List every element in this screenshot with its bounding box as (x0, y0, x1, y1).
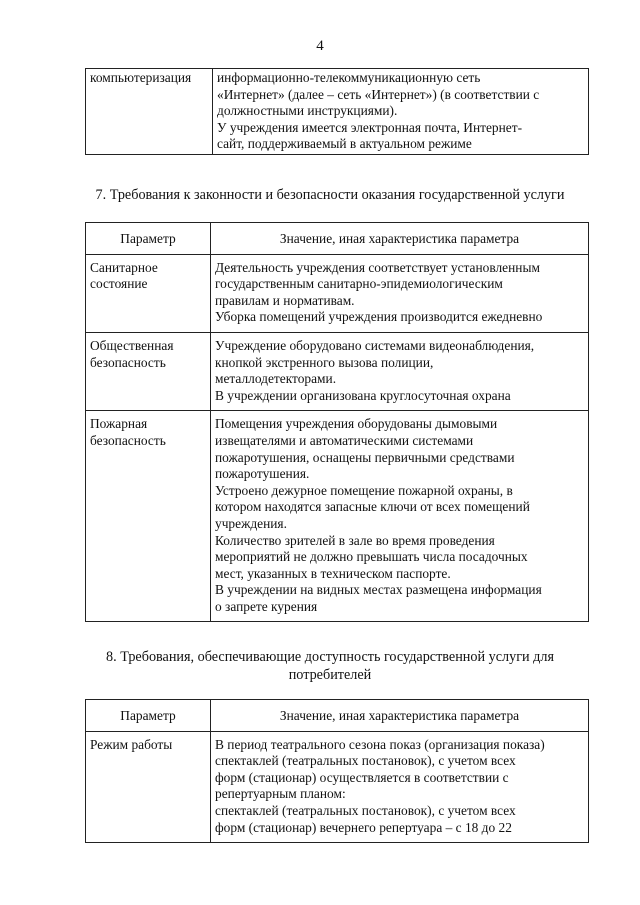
value-line: В учреждении организована круглосуточная охрана (215, 387, 511, 403)
value-line: должностными инструкциями). (217, 103, 398, 119)
value-line: Помещения учреждения оборудованы дымовыми (215, 416, 498, 432)
value-cell (213, 69, 589, 155)
value-line: В учреждении на видных местах размещена информация (215, 582, 542, 598)
section-7-heading: 7. Требования к законности и безопасности оказания государственной услуги (95, 187, 565, 203)
param-cell (86, 731, 211, 843)
param-cell (86, 411, 211, 622)
value-line: спектаклей (театральных постановок), с учетом всех (215, 753, 516, 769)
value-line: Количество зрителей в зале во время проведения (215, 532, 495, 548)
value-line: котором находятся запасные ключи от всех помещений (215, 499, 530, 515)
value-line: Учреждение оборудовано системами видеонаблюдения, (215, 337, 535, 353)
value-line: мероприятий не должно превышать числа посадочных (215, 549, 528, 565)
value-cell (211, 731, 589, 843)
value-line: репертуарным планом: (215, 786, 346, 802)
header-value: Значение, иная характеристика параметра (211, 700, 589, 732)
section-8-heading-line: 8. Требования, обеспечивающие доступность государственной услуги для (106, 649, 554, 665)
value-line: Уборка помещений учреждения производится ежедневно (215, 309, 543, 325)
top-table (85, 68, 589, 155)
table-row (86, 332, 589, 410)
param-cell (86, 332, 211, 410)
value-line: Деятельность учреждения соответствует установленным (215, 259, 540, 275)
param-cell (86, 254, 211, 332)
table-row (86, 254, 589, 332)
table-header-row (86, 700, 589, 732)
value-line: учреждения. (215, 515, 287, 531)
table-row (86, 731, 589, 843)
value-line: о запрете курения (215, 598, 318, 614)
section-8-heading-line: потребителей (288, 667, 372, 683)
param-line: безопасность (90, 354, 166, 370)
value-line: спектаклей (театральных постановок), с учетом всех (215, 802, 516, 818)
section-8-table (85, 699, 589, 843)
param-cell: компьютеризация (86, 69, 213, 155)
value-line: информационно-телекоммуникационную сеть (217, 70, 481, 85)
value-line: В период театрального сезона показ (организация показа) (215, 736, 545, 752)
param-line: Общественная (90, 337, 174, 353)
section-8-heading (70, 648, 590, 684)
header-param: Параметр (86, 700, 211, 732)
header-param: Параметр (86, 223, 211, 255)
value-line: пожаротушения, оснащены первичными средствами (215, 449, 515, 465)
value-cell (211, 411, 589, 622)
value-line: правилам и нормативам. (215, 292, 355, 308)
value-line: Устроено дежурное помещение пожарной охраны, в (215, 482, 513, 498)
value-line: пожаротушения. (215, 466, 310, 482)
param-line: Пожарная (90, 416, 148, 432)
header-value: Значение, иная характеристика параметра (211, 223, 589, 255)
value-line: «Интернет» (далее – сеть «Интернет») (в соответствии с (217, 86, 540, 102)
table-row (86, 69, 589, 155)
value-line: сайт, поддерживаемый в актуальном режиме (217, 136, 472, 152)
value-line: мест, указанных в техническом паспорте. (215, 565, 451, 581)
value-line: государственным санитарно-эпидемиологическим (215, 276, 503, 292)
value-line: металлодетекторами. (215, 371, 337, 387)
param-line: Режим работы (90, 736, 173, 752)
table-row (86, 411, 589, 622)
value-line: кнопкой экстренного вызова полиции, (215, 354, 434, 370)
page-number: 4 (316, 38, 324, 54)
value-cell (211, 332, 589, 410)
param-line: Санитарное (90, 259, 158, 275)
value-line: форм (стационар) осуществляется в соответствии с (215, 769, 509, 785)
param-line: безопасность (90, 432, 166, 448)
value-cell (211, 254, 589, 332)
table-header-row (86, 223, 589, 255)
value-line: У учреждения имеется электронная почта, Интернет- (217, 119, 523, 135)
value-line: извещателями и автоматическими системами (215, 432, 474, 448)
section-7-table (85, 222, 589, 622)
value-line: форм (стационар) вечернего репертуара – с 18 до 22 (215, 819, 512, 835)
param-line: состояние (90, 276, 148, 292)
